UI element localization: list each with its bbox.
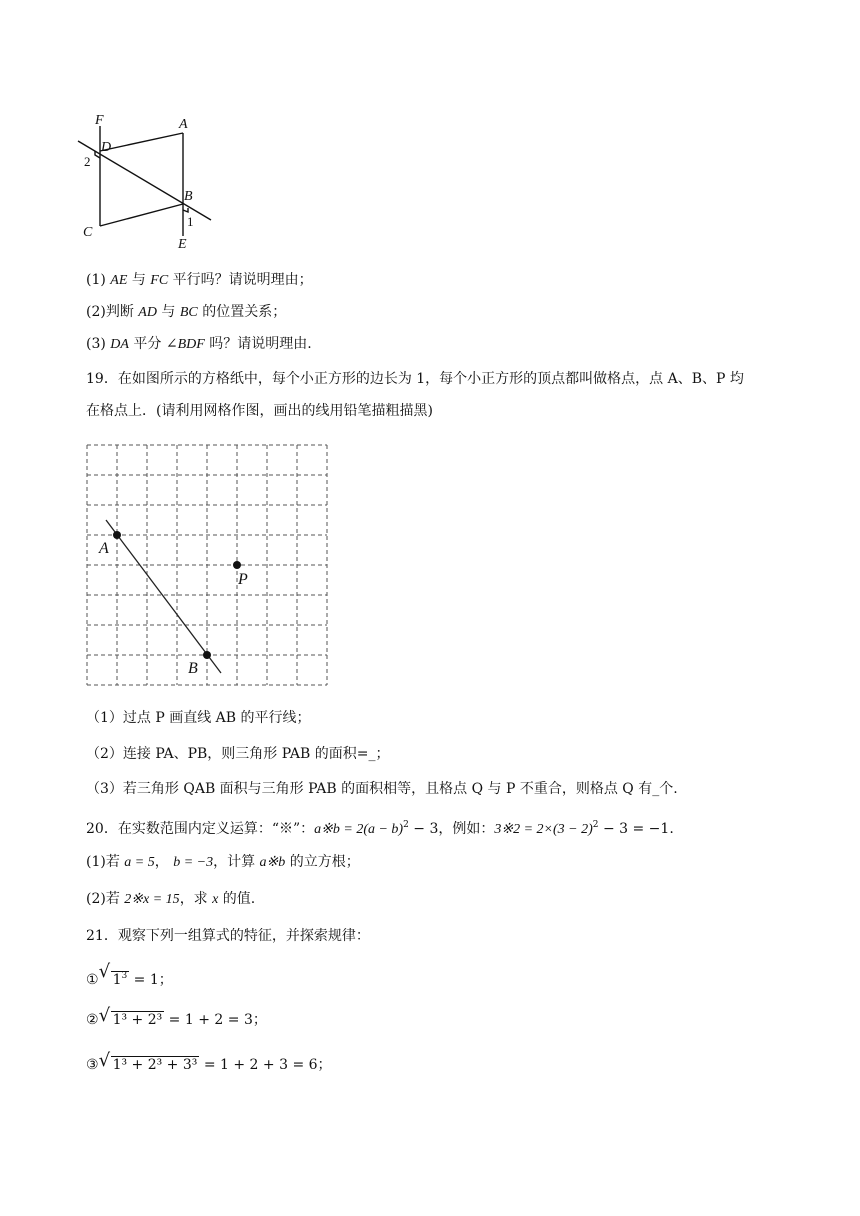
q21-item-1 xyxy=(86,961,173,990)
label-p: P xyxy=(238,571,248,588)
q20-definition-tail: − 3 xyxy=(408,821,439,837)
q19-part1: （1）过点 P 画直线 AB 的平行线； xyxy=(86,710,311,726)
point-p xyxy=(233,561,241,569)
q18-part3-da: DA xyxy=(110,337,129,352)
q20-example-prefix: ，例如： xyxy=(438,821,495,837)
q20-definition-exponent: 2 xyxy=(403,820,409,830)
q21-item-3-number: ③ xyxy=(86,1057,99,1073)
q20-part1-a: a = 5 xyxy=(124,855,155,870)
q21-item-1-rhs: = 1； xyxy=(129,972,173,988)
q21-item-3-rhs: = 1 + 2 + 3 = 6； xyxy=(199,1057,332,1073)
sqrt-3 xyxy=(98,1050,200,1075)
line-db xyxy=(78,141,211,220)
label-f: F xyxy=(95,113,104,128)
q20-example: 3※2 = 2×(3 − 2) xyxy=(494,822,593,837)
q18-part1 xyxy=(86,270,313,291)
q18-part3-prefix: (3) xyxy=(86,336,111,352)
radical-sign-icon: √ xyxy=(98,1005,111,1026)
q21-item-1-radicand: 1 xyxy=(112,972,122,988)
line-ab xyxy=(106,520,221,673)
segment-cb xyxy=(100,204,183,226)
q20-stem xyxy=(86,815,674,840)
label-d: D xyxy=(101,140,112,155)
q20-part1-mid: ，计算 xyxy=(213,854,260,870)
q18-part1-ae: AE xyxy=(110,273,128,288)
q18-part3-angle: ∠BDF xyxy=(165,337,205,352)
q21-item-2-rhs: = 1 + 2 = 3； xyxy=(164,1012,267,1028)
point-b xyxy=(203,651,211,659)
q20-definition: a※b = 2(a − b) xyxy=(314,822,404,837)
q20-part1 xyxy=(86,852,360,873)
q18-part1-fc: FC xyxy=(150,273,169,288)
q20-part1-suffix: 的立方根； xyxy=(285,854,360,870)
segment-da xyxy=(100,133,183,151)
sqrt-2 xyxy=(98,1005,165,1030)
q18-part1-prefix: (1) xyxy=(86,272,111,288)
radical-sign-icon: √ xyxy=(98,1050,111,1071)
q20-example-tail: − 3 = −1 xyxy=(598,821,670,837)
q20-part2-x: x xyxy=(212,892,219,907)
q20-intro: 20．在实数范围内定义运算：“※”： xyxy=(86,821,315,837)
q20-example-end: . xyxy=(669,821,674,837)
q19-stem-line1: 19．在如图所示的方格纸中，每个小正方形的边长为 1，每个小正方形的顶点都叫做格点，点 A、B、P 均 xyxy=(86,371,744,387)
q21-item-1-number: ① xyxy=(86,972,99,988)
q21-item-2 xyxy=(86,1005,267,1030)
q18-part2-bc: BC xyxy=(179,305,198,320)
q18-part2-mid: 与 xyxy=(156,304,180,320)
radical-sign-icon: √ xyxy=(98,961,111,982)
q18-part1-suffix: 平行吗？请说明理由； xyxy=(168,272,313,288)
point-a xyxy=(113,531,121,539)
label-e: E xyxy=(178,237,187,252)
q18-part3 xyxy=(86,334,312,355)
q18-part2 xyxy=(86,302,286,323)
q21-item-3 xyxy=(86,1050,332,1075)
q20-part1-sep: ， xyxy=(154,854,174,870)
q20-part1-b: b = −3 xyxy=(173,855,214,870)
q21-stem: 21．观察下列一组算式的特征，并探索规律： xyxy=(86,928,370,944)
q19-stem-line2: 在格点上．(请利用网格作图，画出的线用铅笔描粗描黑) xyxy=(86,403,433,419)
angle-mark-1 xyxy=(183,208,188,212)
q20-part1-expr: a※b xyxy=(259,855,286,870)
q20-part2 xyxy=(86,889,255,910)
q21-item-3-radicand: 1³ + 2³ + 3³ xyxy=(112,1057,198,1073)
label-angle-1: 1 xyxy=(187,214,194,229)
q21-item-2-radicand: 1³ + 2³ xyxy=(112,1012,163,1028)
q20-part1-prefix: (1)若 xyxy=(86,854,125,870)
q20-part2-expr: 2※x = 15 xyxy=(124,892,180,907)
label-c: C xyxy=(83,225,93,240)
q18-part2-ad: AD xyxy=(138,305,157,320)
q18-part3-suffix: 吗？请说明理由. xyxy=(204,336,312,352)
label-b: B xyxy=(188,660,198,677)
q18-part3-mid: 平分 xyxy=(128,336,166,352)
q20-part2-mid: ，求 xyxy=(179,891,213,907)
q21-item-2-number: ② xyxy=(86,1012,99,1028)
q21-item-1-exponent: 3 xyxy=(121,971,128,981)
sqrt-1 xyxy=(98,961,130,990)
q20-example-exponent: 2 xyxy=(592,820,599,830)
q18-figure xyxy=(75,108,225,253)
label-angle-2: 2 xyxy=(84,154,91,169)
q19-part2: （2）连接 PA、PB，则三角形 PAB 的面积=_； xyxy=(86,746,390,762)
label-a: A xyxy=(99,540,109,557)
q20-part2-suffix: 的值. xyxy=(218,891,256,907)
q20-part2-prefix: (2)若 xyxy=(86,891,125,907)
q18-part1-mid: 与 xyxy=(127,272,151,288)
q19-part3: （3）若三角形 QAB 面积与三角形 PAB 的面积相等，且格点 Q 与 P 不重合，则格点 Q 有_个. xyxy=(86,781,678,797)
q18-part2-suffix: 的位置关系； xyxy=(197,304,287,320)
q19-grid-figure xyxy=(80,435,335,695)
label-b: B xyxy=(184,189,193,204)
label-a: A xyxy=(179,117,188,132)
q18-part2-prefix: (2)判断 xyxy=(86,304,139,320)
